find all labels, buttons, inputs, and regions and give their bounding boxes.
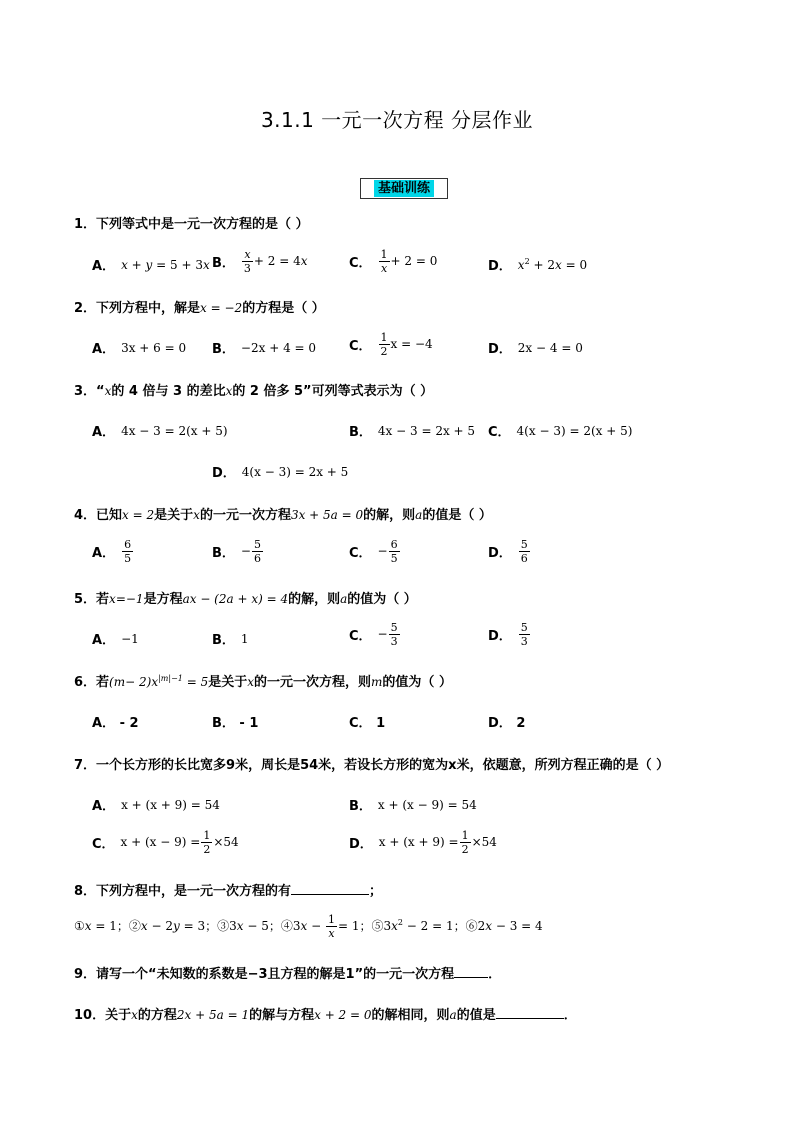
section-label: 基础训练 [374, 180, 434, 197]
option-label: B． [349, 425, 372, 440]
option-text: −1 [121, 631, 139, 646]
option-text: 4(x − 3) = 2x + 5 [241, 464, 349, 479]
option-text: 4(x − 3) = 2(x + 5) [516, 423, 633, 438]
answer-blank[interactable] [496, 1006, 564, 1019]
option-label: D． [349, 837, 373, 852]
q3-option-d[interactable] [212, 462, 348, 481]
option-label: C． [488, 425, 511, 440]
option-label: A． - 2 [92, 716, 139, 731]
option-label: D． [488, 546, 512, 561]
option-label: A． [92, 799, 116, 814]
q3-option-b[interactable] [349, 421, 475, 440]
option-text: 4x − 3 = 2(x + 5) [121, 423, 228, 438]
q2-option-a[interactable] [92, 338, 186, 357]
answer-blank[interactable] [291, 882, 369, 895]
option-text: −2x + 4 = 0 [240, 340, 317, 355]
question-7-stem: 7．一个长方形的长比宽多9米，周长是54米，若设长方形的宽为x米，依题意，所列方程正确的是（ ） [74, 758, 670, 773]
option-label: C． 1 [349, 716, 386, 731]
q6-option-b[interactable] [212, 712, 264, 731]
option-label: B． - 1 [212, 716, 259, 731]
option-label: D． [488, 342, 512, 357]
option-label: D． [488, 259, 512, 274]
q6-option-a[interactable] [92, 712, 145, 731]
q1-option-a[interactable]: A． x + y = 5 + 3x [92, 255, 210, 274]
q2-option-b[interactable] [212, 338, 316, 357]
option-text: 4x − 3 = 2x + 5 [377, 423, 476, 438]
q7-option-d[interactable]: D． x + (x + 9) = $\frac{1}{2}$ ×54 [349, 829, 497, 856]
option-label: C． [349, 339, 372, 354]
q7-option-a[interactable] [92, 795, 220, 814]
option-label: D． [212, 466, 236, 481]
option-label: B． [212, 342, 235, 357]
option-label: A． [92, 425, 116, 440]
option-label: C． [349, 256, 372, 271]
q3-option-a[interactable] [92, 421, 228, 440]
q5-option-a[interactable] [92, 629, 139, 648]
option-text: 3x + 6 = 0 [121, 340, 187, 355]
question-3-stem: 3．“x的 4 倍与 3 的差比x的 2 倍多 5”可列等式表示为（ ） [74, 384, 434, 399]
q4-option-a[interactable]: A． $\frac{6}{5}$ [92, 538, 132, 565]
q7-option-b[interactable] [349, 795, 477, 814]
q1-option-b[interactable]: B． $\frac{x}{3}$ + 2 = 4x [212, 248, 308, 275]
q5-option-d[interactable]: D． $\frac{5}{3}$ [488, 621, 528, 648]
question-8-stem: 8．下列方程中，是一元一次方程的有 ； [74, 884, 383, 899]
option-label: D． 2 [488, 716, 526, 731]
q6-option-c[interactable] [349, 712, 391, 731]
q1-option-c[interactable]: C． $\frac{1}{x}$ + 2 = 0 [349, 248, 438, 275]
option-label: B． [212, 546, 235, 561]
option-label: B． [349, 799, 372, 814]
section-badge [360, 178, 448, 199]
option-text: 2x − 4 = 0 [517, 340, 583, 355]
option-label: A． [92, 259, 116, 274]
option-text: x + (x − 9) = 54 [377, 797, 477, 812]
q4-option-c[interactable]: C． − $\frac{6}{5}$ [349, 538, 398, 565]
question-10-stem: 10．关于x的方程2x + 5a = 1的解与方程x + 2 = 0的解相同，则a的值是 ． [74, 1008, 577, 1023]
q1-option-d[interactable]: D． $x^2 + 2x = 0$ [488, 257, 588, 274]
q5-option-b[interactable] [212, 629, 249, 648]
option-text: x + (x + 9) = 54 [121, 797, 220, 812]
q7-option-c[interactable]: C． x + (x − 9) = $\frac{1}{2}$ ×54 [92, 829, 239, 856]
option-label: B． [212, 633, 235, 648]
q2-option-d[interactable] [488, 338, 583, 357]
question-5-stem: 5．若x=−1是方程ax − (2a + x) = 4的解，则a的值为（ ） [74, 592, 417, 607]
q3-option-c[interactable] [488, 421, 632, 440]
option-label: B． [212, 256, 235, 271]
question-1-stem: 1．下列等式中是一元一次方程的是（ ） [74, 217, 309, 232]
question-6-stem: 6．若$(m- 2)x^{|m|-1} = 5$是关于x的一元一次方程，则m的值为（ ） [74, 674, 452, 690]
q4-option-b[interactable]: B． − $\frac{5}{6}$ [212, 538, 261, 565]
option-label: C． [349, 629, 372, 644]
question-4-stem: 4．已知x = 2是关于x的一元一次方程3x + 5a = 0的解，则a的值是（ ） [74, 508, 492, 523]
answer-blank[interactable] [454, 965, 488, 978]
option-label: C． [349, 546, 372, 561]
q5-option-c[interactable]: C． − $\frac{5}{3}$ [349, 621, 398, 648]
q4-option-d[interactable]: D． $\frac{5}{6}$ [488, 538, 528, 565]
option-label: D． [488, 629, 512, 644]
option-label: A． [92, 342, 116, 357]
q2-option-c[interactable]: C． $\frac{1}{2}$ x = −4 [349, 331, 433, 358]
option-label: C． [92, 837, 115, 852]
q8-equation-list: ①x = 1；②x − 2y = 3；③3x − 5；④3x − $\frac{1}{x}$ = 1；$⑤3x^2 - 2 = 1$；⑥2x − 3 = 4 [74, 913, 543, 940]
question-9-stem: 9．请写一个“未知数的系数是−3且方程的解是1”的一元一次方程 ． [74, 967, 502, 982]
page-title: 3.1.1 一元一次方程 分层作业 [260, 108, 534, 132]
option-label: A． [92, 633, 116, 648]
option-label: A． [92, 546, 116, 561]
option-text: 1 [240, 631, 249, 646]
q6-option-d[interactable] [488, 712, 531, 731]
question-2-stem: 2．下列方程中，解是x = −2的方程是（ ） [74, 301, 325, 316]
